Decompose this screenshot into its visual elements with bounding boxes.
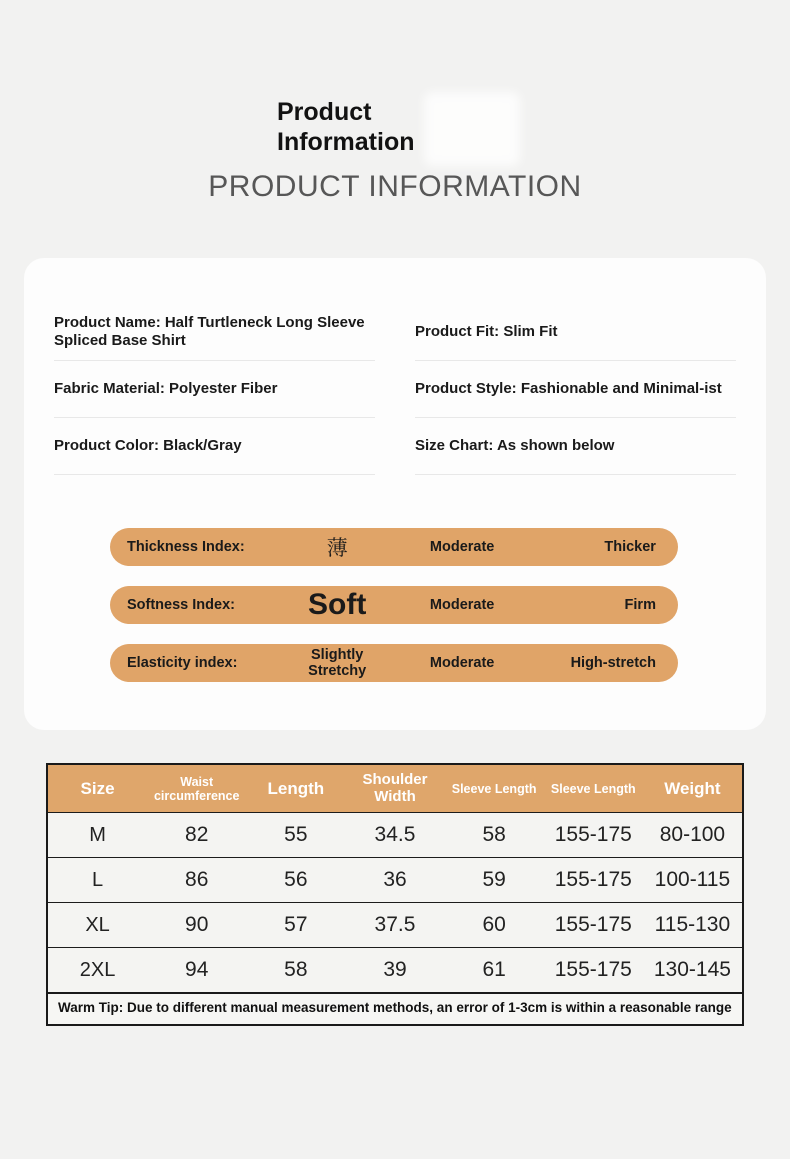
product-details-grid xyxy=(24,258,766,475)
cell-sleeve-1: 60 xyxy=(482,913,506,936)
detail-product-style: Product Style: Fashionable and Minimal-ist xyxy=(415,361,736,418)
details-left-column xyxy=(54,304,375,475)
cell-waist: 82 xyxy=(185,823,209,846)
cell-waist: 94 xyxy=(185,958,209,981)
cell-length: 55 xyxy=(284,823,308,846)
cell-sleeve-2: 155-175 xyxy=(554,958,632,981)
size-chart-table xyxy=(46,763,744,1026)
softness-high-value: Firm xyxy=(624,597,656,613)
column-header-sleeve-1: Sleeve Length xyxy=(451,781,537,796)
elasticity-mid-value: Moderate xyxy=(429,655,495,671)
page-title xyxy=(277,97,415,157)
cell-weight: 80-100 xyxy=(659,823,726,846)
cell-weight: 100-115 xyxy=(654,868,731,891)
cell-sleeve-1: 58 xyxy=(482,823,506,846)
softness-index-bar xyxy=(110,586,678,624)
cell-length: 58 xyxy=(284,958,308,981)
detail-product-color: Product Color: Black/Gray xyxy=(54,418,375,475)
size-chart-header-row xyxy=(48,765,742,812)
cell-sleeve-2: 155-175 xyxy=(554,913,632,936)
cell-sleeve-1: 59 xyxy=(482,868,506,891)
cell-shoulder: 37.5 xyxy=(374,913,416,936)
column-header-sleeve-2: Sleeve Length xyxy=(550,781,636,796)
softness-index-label: Softness Index: xyxy=(127,597,235,613)
table-row-xl xyxy=(48,902,742,947)
column-header-shoulder: Shoulder Width xyxy=(362,770,428,805)
title-ghost-highlight xyxy=(424,92,520,166)
cell-size: L xyxy=(92,868,104,891)
page-subtitle: PRODUCT INFORMATION xyxy=(208,170,582,203)
cell-length: 57 xyxy=(284,913,308,936)
cell-waist: 90 xyxy=(185,913,209,936)
cell-shoulder: 34.5 xyxy=(374,823,416,846)
table-row-l xyxy=(48,857,742,902)
detail-fabric-material: Fabric Material: Polyester Fiber xyxy=(54,361,375,418)
cell-shoulder: 36 xyxy=(383,868,407,891)
cell-waist: 86 xyxy=(185,868,209,891)
page-title-line2: Information xyxy=(277,128,415,156)
thickness-index-bar xyxy=(110,528,678,566)
detail-product-fit: Product Fit: Slim Fit xyxy=(415,304,736,361)
softness-low-value: Soft xyxy=(308,588,367,621)
warm-tip-note: Warm Tip: Due to different manual measurement methods, an error of 1-3cm is within a reasonable range xyxy=(48,992,742,1024)
cell-size: M xyxy=(89,823,106,846)
column-header-weight: Weight xyxy=(664,778,721,798)
cell-size: 2XL xyxy=(79,958,116,981)
thickness-high-value: Thicker xyxy=(604,539,656,555)
thickness-index-label: Thickness Index: xyxy=(127,539,245,555)
index-bars xyxy=(110,528,678,682)
cell-shoulder: 39 xyxy=(383,958,407,981)
elasticity-low-value: Slightly Stretchy xyxy=(308,647,367,679)
cell-weight: 115-130 xyxy=(654,913,731,936)
details-right-column xyxy=(415,304,736,475)
page-title-line1: Product xyxy=(277,98,372,126)
elasticity-high-value: High-stretch xyxy=(570,655,656,671)
cell-sleeve-1: 61 xyxy=(482,958,506,981)
cell-sleeve-2: 155-175 xyxy=(554,823,632,846)
table-row-2xl xyxy=(48,947,742,992)
cell-length: 56 xyxy=(284,868,308,891)
cell-size: XL xyxy=(85,913,110,936)
cell-sleeve-2: 155-175 xyxy=(554,868,632,891)
thickness-low-value: 薄 xyxy=(326,537,348,560)
product-details-card xyxy=(24,258,766,730)
elasticity-index-label: Elasticity index: xyxy=(127,655,238,671)
elasticity-index-bar xyxy=(110,644,678,682)
thickness-mid-value: Moderate xyxy=(429,539,495,555)
detail-size-chart-note: Size Chart: As shown below xyxy=(415,418,736,475)
column-header-size: Size xyxy=(80,778,115,798)
softness-mid-value: Moderate xyxy=(429,597,495,613)
detail-product-name: Product Name: Half Turtleneck Long Sleeve Spliced Base Shirt xyxy=(54,304,375,361)
column-header-waist: Waist circumference xyxy=(153,774,240,803)
cell-weight: 130-145 xyxy=(653,958,731,981)
table-row-m xyxy=(48,812,742,857)
column-header-length: Length xyxy=(267,778,325,798)
